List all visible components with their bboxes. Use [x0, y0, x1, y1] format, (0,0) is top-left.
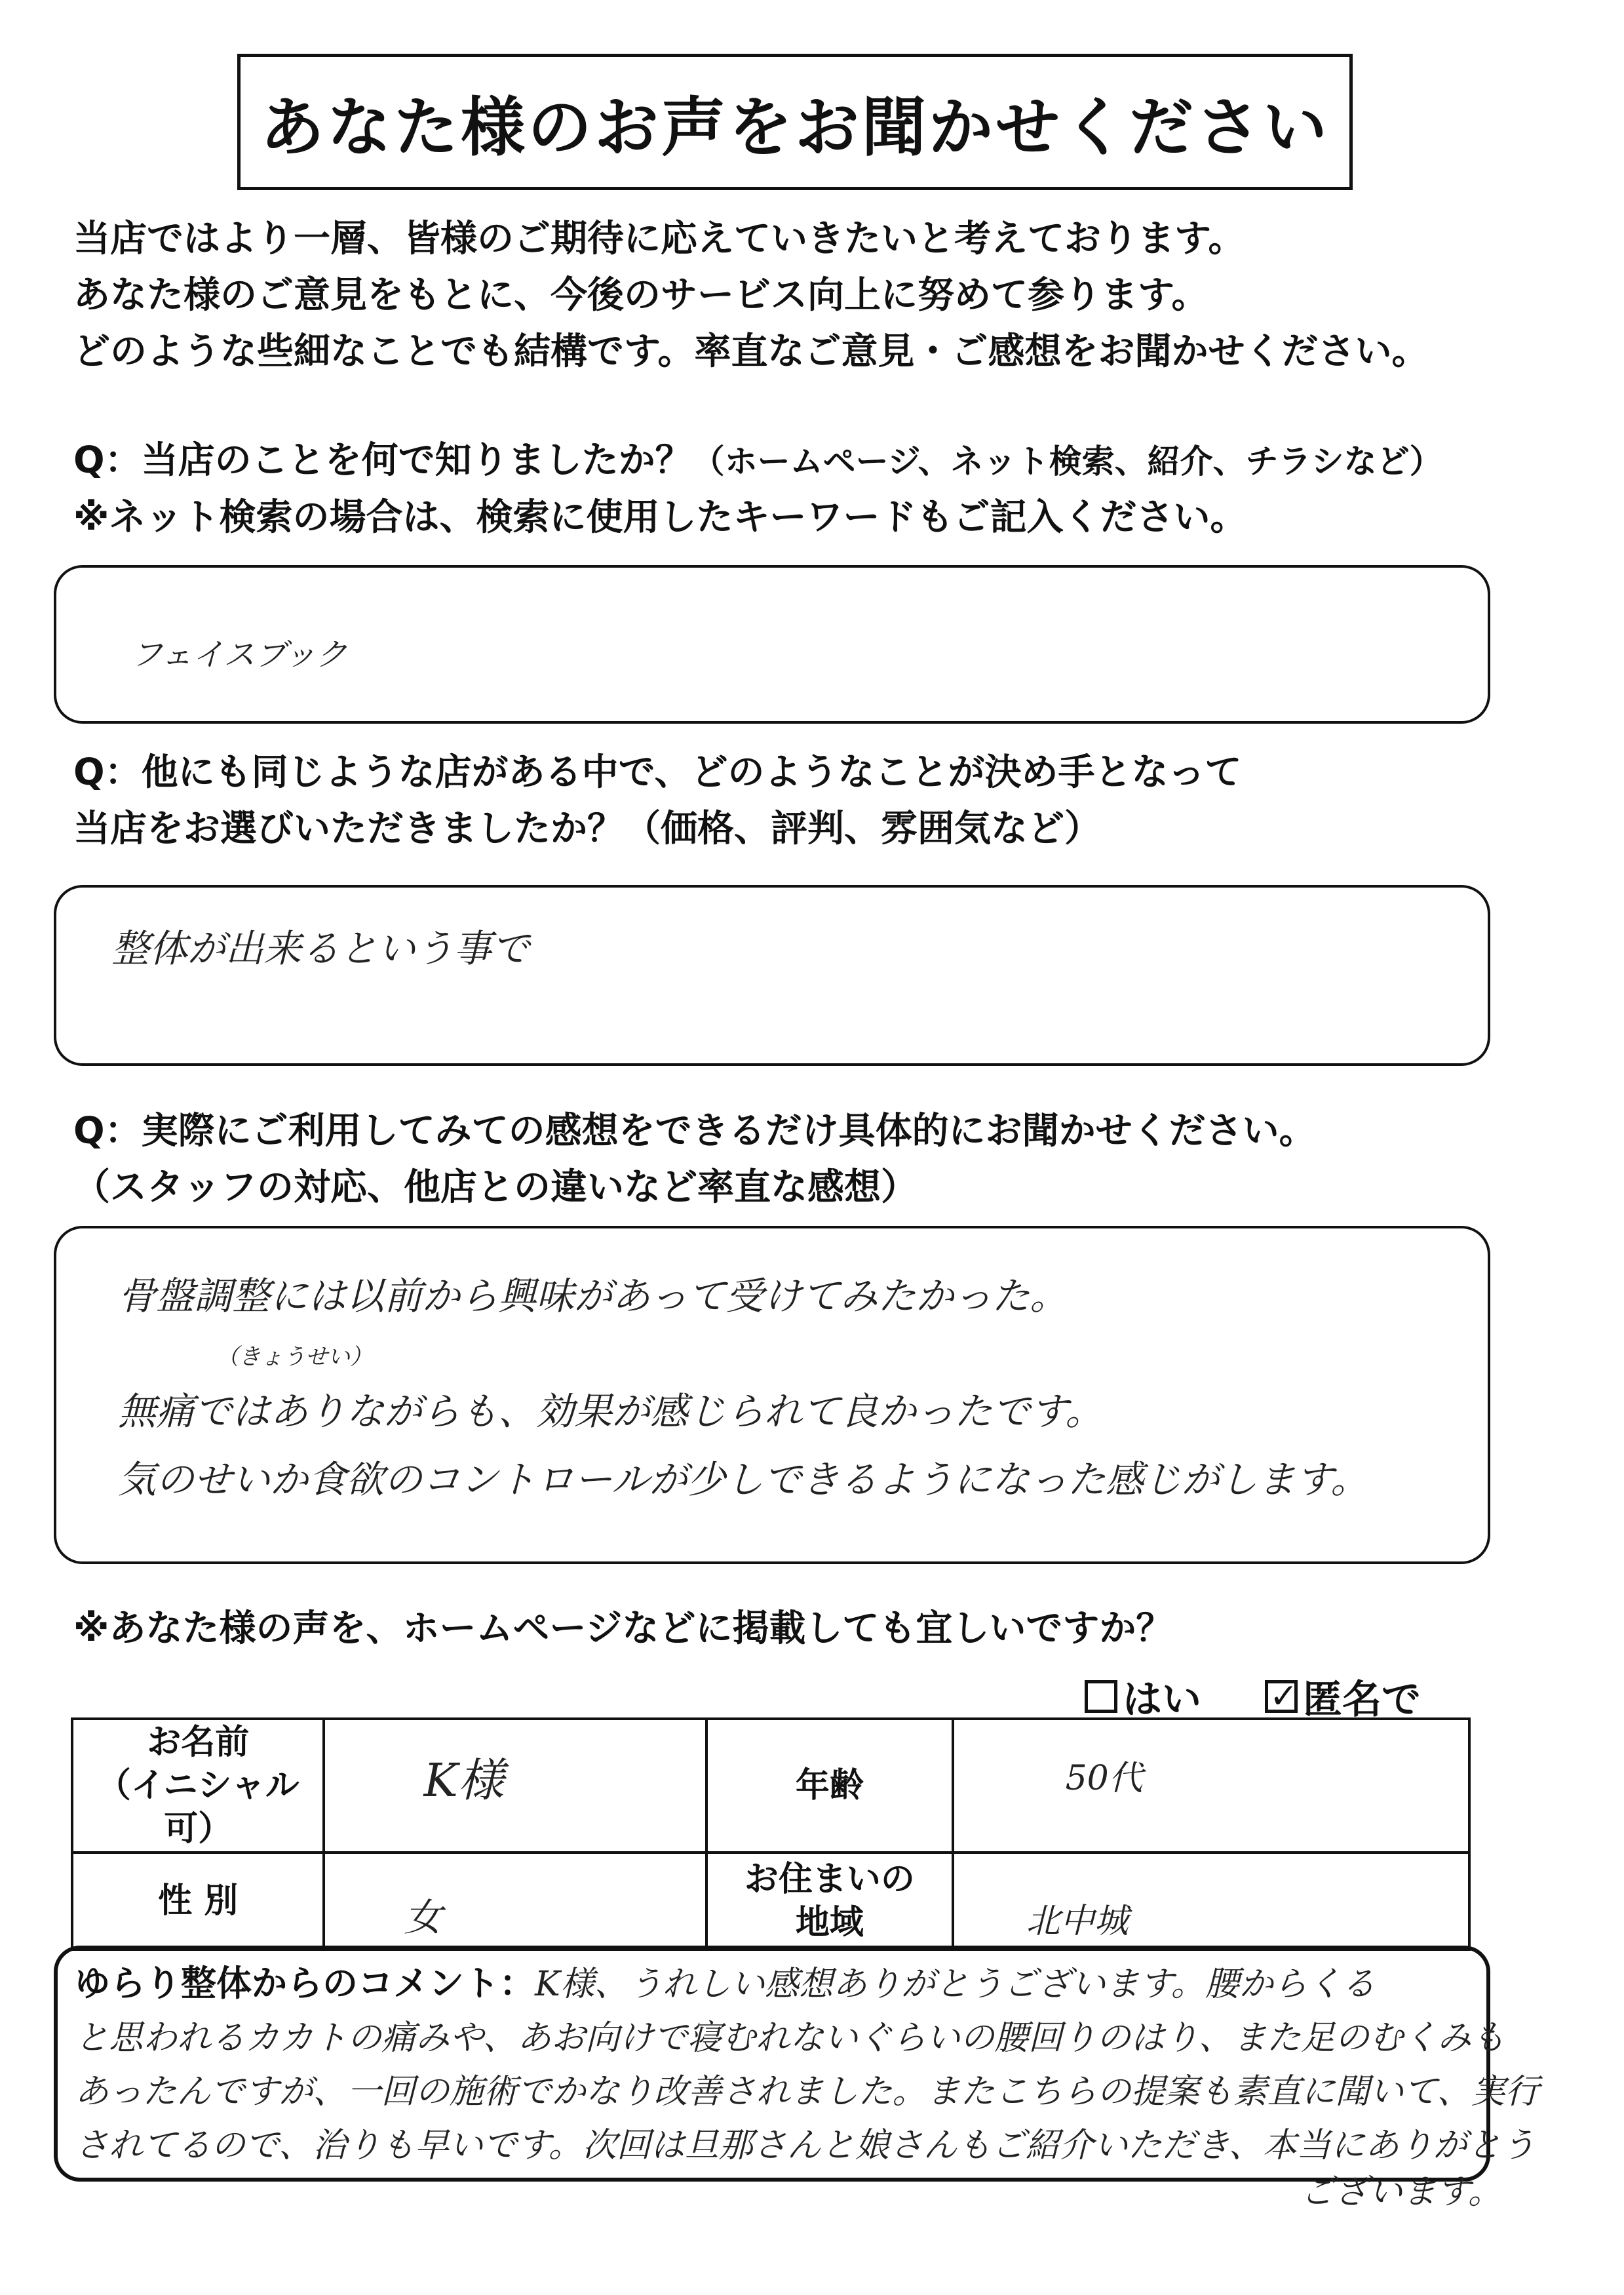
comment-label: ゆらり整体からのコメント： — [75, 1963, 535, 2004]
area-field[interactable] — [953, 1853, 1469, 1950]
name-label-line: （イニシャル可） — [96, 1766, 300, 1849]
question-1-text: Q：当店のことを何で知りましたか？ — [73, 439, 692, 482]
yes-checkbox[interactable] — [1085, 1680, 1117, 1713]
age-field[interactable] — [953, 1719, 1469, 1853]
comment-line: されてるので、治りも早いです。次回は旦那さんと娘さんもご紹介いただき、本当にありがとう — [75, 2126, 1536, 2165]
shop-comment — [75, 1957, 1539, 2212]
gender-value: 女 — [404, 1895, 442, 1940]
question-1-note: （ホームページ、ネット検索、紹介、チラシなど） — [691, 442, 1442, 481]
question-2-subtext: 当店をお選びいただきましたか？（価格、評判、雰囲気など） — [73, 808, 1101, 850]
option-anonymous[interactable] — [1265, 1668, 1421, 1725]
check-mark-icon: ✓ — [1269, 1677, 1298, 1716]
answer-2-box[interactable] — [54, 885, 1490, 1066]
comment-line: K様、うれしい感想ありがとうございます。腰からくる — [535, 1965, 1376, 2004]
question-3-text: Q：実際にご利用してみての感想をできるだけ具体的にお聞かせください。 — [73, 1110, 1316, 1152]
anonymous-checkbox[interactable] — [1265, 1677, 1298, 1716]
customer-info-table — [71, 1717, 1471, 1951]
intro-line: 当店ではより一層、皆様のご期待に応えていきたいと考えております。 — [73, 218, 1245, 260]
name-label — [72, 1719, 324, 1853]
question-3 — [73, 1103, 1316, 1216]
area-label — [706, 1853, 952, 1950]
area-label-line: お住まいの — [744, 1860, 915, 1899]
gender-label: 性 別 — [72, 1853, 324, 1950]
answer-2-text: 整体が出来るという事で — [111, 926, 530, 971]
answer-1-text: フェイスブック — [131, 637, 347, 673]
area-value: 北中城 — [1026, 1902, 1129, 1941]
question-2-text: Q：他にも同じような店がある中で、どのようなことが決め手となって — [73, 751, 1242, 794]
option-anonymous-label: 匿名で — [1303, 1677, 1421, 1723]
page-title: あなた様のお声をお聞かせください — [237, 54, 1353, 190]
comment-line: あったんですが、一回の施術でかなり改善されました。またこちらの提案も素直に聞いて、実行 — [75, 2072, 1539, 2111]
answer-3-line: 気のせいか食欲のコントロールが少しできるようになった感じがします。 — [118, 1457, 1369, 1502]
intro-text — [73, 211, 1429, 380]
name-field[interactable] — [324, 1719, 706, 1853]
option-yes[interactable] — [1085, 1668, 1201, 1725]
answer-3-ruby: （きょうせい） — [216, 1344, 372, 1370]
answer-3-line: 無痛ではありながらも、効果が感じられて良かったです。 — [118, 1389, 1104, 1434]
intro-line: どのような些細なことでも結構です。率直なご意見・ご感想をお聞かせください。 — [73, 330, 1429, 373]
comment-line: ございます。 — [1300, 2172, 1502, 2212]
question-2 — [73, 745, 1242, 857]
comment-line: と思われるカカトの痛みや、あお向けで寝むれないぐらいの腰回りのはり、また足のむくみも — [75, 2018, 1505, 2058]
gender-field[interactable] — [324, 1853, 706, 1950]
age-value: 50代 — [1065, 1759, 1143, 1798]
publish-question: ※あなた様の声を、ホームページなどに掲載しても宜しいですか？ — [73, 1607, 1173, 1650]
question-3-subtext: （スタッフの対応、他店との違いなど率直な感想） — [73, 1166, 918, 1209]
name-value: K様 — [423, 1754, 504, 1807]
question-1-subtext: ※ネット検索の場合は、検索に使用したキーワードもご記入ください。 — [73, 496, 1247, 539]
area-label-line: 地域 — [795, 1903, 864, 1942]
intro-line: あなた様のご意見をもとに、今後のサービス向上に努めて参ります。 — [73, 274, 1208, 317]
question-1 — [73, 433, 1442, 546]
answer-3-line: 骨盤調整には以前から興味があって受けてみたかった。 — [118, 1274, 1068, 1318]
name-label-line: お名前 — [147, 1723, 250, 1762]
age-label: 年齢 — [706, 1719, 952, 1853]
option-yes-label: はい — [1123, 1677, 1201, 1723]
